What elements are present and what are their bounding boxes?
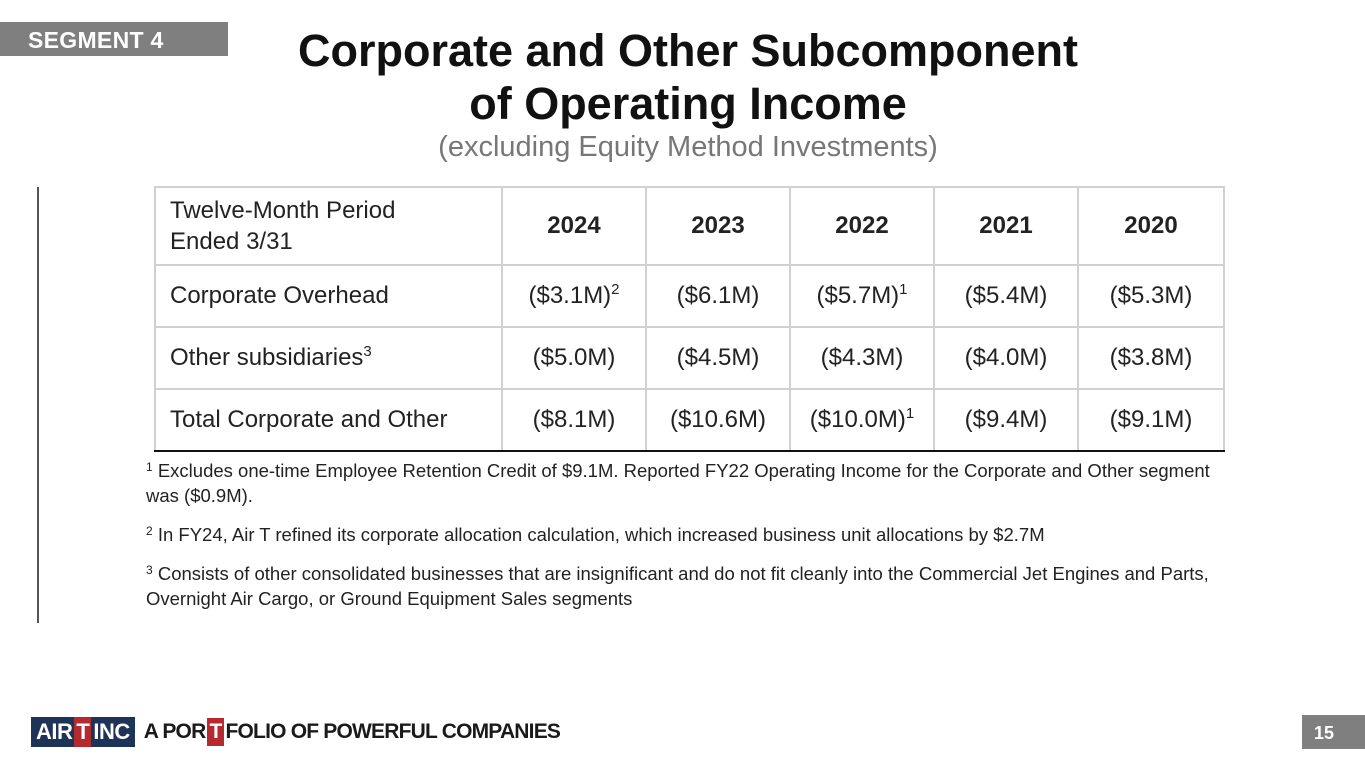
- cell-value: ($4.0M): [964, 344, 1048, 371]
- table-cell: [1078, 389, 1224, 451]
- period-header-line-2: Ended 3/31: [170, 228, 293, 255]
- segment-label: SEGMENT 4: [0, 22, 228, 56]
- cell-value: ($4.3M): [820, 344, 904, 371]
- cell-value: ($9.4M): [964, 406, 1048, 433]
- table-row: [155, 265, 1224, 327]
- cell-value: ($6.1M): [676, 282, 760, 309]
- row-label: [155, 327, 502, 389]
- logo-inc: INC: [93, 719, 130, 744]
- footnote-ref: 3: [363, 343, 372, 360]
- operating-income-table: [154, 186, 1225, 452]
- row-label: [155, 265, 502, 327]
- table-cell: [790, 389, 934, 451]
- footnote-ref: 1: [899, 281, 908, 298]
- footnotes: [146, 458, 1216, 625]
- footnote-ref: 1: [905, 405, 915, 422]
- year-header: 2022: [790, 187, 934, 265]
- cell-value: ($5.3M): [1109, 282, 1193, 309]
- row-label-text: Other subsidiaries: [170, 344, 364, 371]
- table-cell: [1078, 265, 1224, 327]
- cell-value: ($5.0M): [532, 344, 616, 371]
- tagline-pre: A POR: [143, 720, 206, 743]
- logo-tagline: [144, 718, 560, 746]
- table-cell: [502, 327, 646, 389]
- footnote-3: [146, 561, 1216, 611]
- table-cell: [502, 265, 646, 327]
- title-line-2: of Operating Income: [469, 78, 907, 129]
- logo-mark: [31, 717, 135, 747]
- cell-value: ($5.4M): [964, 282, 1048, 309]
- row-label: [155, 389, 502, 451]
- footnote-ref: 2: [611, 281, 620, 298]
- page-number: 15: [1302, 715, 1365, 749]
- cell-value: ($10.6M): [669, 406, 767, 433]
- title-line-1: Corporate and Other Subcomponent: [297, 25, 1079, 76]
- table-cell: [502, 389, 646, 451]
- year-header: 2024: [502, 187, 646, 265]
- table-header-row: [155, 187, 1224, 265]
- row-label-text: Total Corporate and Other: [170, 406, 448, 433]
- page-subtitle: (excluding Equity Method Investments): [438, 131, 938, 163]
- tagline-t: T: [207, 718, 223, 746]
- cell-value: ($4.5M): [676, 344, 760, 371]
- left-divider: [37, 187, 39, 623]
- tagline-post: FOLIO OF POWERFUL COMPANIES: [225, 720, 561, 743]
- cell-value: ($5.7M): [816, 282, 900, 309]
- table-cell: [934, 389, 1078, 451]
- table-cell: [1078, 327, 1224, 389]
- logo-t: T: [74, 717, 91, 747]
- cell-value: ($8.1M): [532, 406, 616, 433]
- footnote-number: 1: [146, 460, 153, 474]
- footnote-1: [146, 458, 1216, 508]
- logo-air: AIR: [36, 719, 73, 744]
- footnote-number: 2: [146, 524, 153, 538]
- row-label-text: Corporate Overhead: [170, 282, 389, 309]
- table-cell: [934, 327, 1078, 389]
- cell-value: ($3.1M): [528, 282, 612, 309]
- period-header: [155, 187, 502, 265]
- cell-value: ($10.0M): [809, 406, 906, 433]
- table-row: [155, 327, 1224, 389]
- table-cell: [790, 327, 934, 389]
- footnote-number: 3: [146, 563, 153, 577]
- cell-value: ($9.1M): [1109, 406, 1193, 433]
- table-cell: [646, 327, 790, 389]
- table-cell: [646, 389, 790, 451]
- footnote-2: [146, 522, 1216, 547]
- year-header: 2023: [646, 187, 790, 265]
- table-cell: [790, 265, 934, 327]
- footnote-text: Excludes one-time Employee Retention Credit of $9.1M. Reported FY22 Operating Income for the Corporate and Other segment was ($0.9M).: [146, 460, 1210, 506]
- footnote-text: Consists of other consolidated businesses that are insignificant and do not fit cleanly into the Commercial Jet Engines and Parts, Overnight Air Cargo, or Ground Equipment Sales segments: [146, 563, 1209, 609]
- air-t-logo: [31, 717, 560, 747]
- page-title: [250, 24, 1126, 130]
- footnote-text: In FY24, Air T refined its corporate allocation calculation, which increased business unit allocations by $2.7M: [152, 524, 1045, 545]
- year-header: 2020: [1078, 187, 1224, 265]
- year-header: 2021: [934, 187, 1078, 265]
- table-cell: [934, 265, 1078, 327]
- period-header-line-1: Twelve-Month Period: [170, 197, 396, 224]
- table-total-row: [155, 389, 1224, 451]
- cell-value: ($3.8M): [1109, 344, 1193, 371]
- table-cell: [646, 265, 790, 327]
